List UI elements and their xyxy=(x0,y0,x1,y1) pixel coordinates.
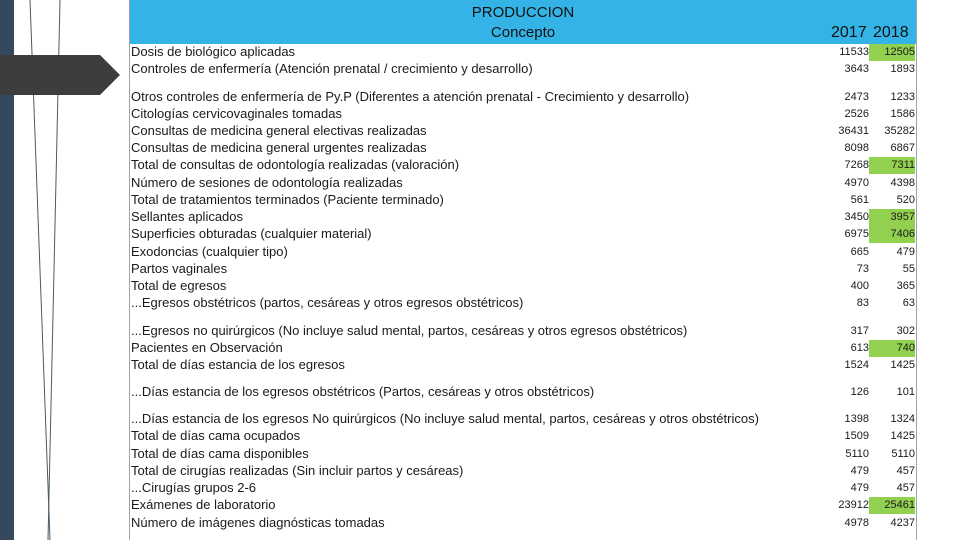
row-label: Exodoncias (cualquier tipo) xyxy=(131,244,288,259)
value-2018: 6867 xyxy=(890,142,915,154)
value-2018: 101 xyxy=(896,386,915,398)
value-2017: 11533 xyxy=(839,46,869,58)
value-2018: 63 xyxy=(902,297,915,309)
row-label: ...Cirugías grupos 2-6 xyxy=(131,480,257,495)
value-2017: 7268 xyxy=(844,159,869,171)
value-2017: 1398 xyxy=(844,413,869,425)
row-label: Número de sesiones de odontología realizadas xyxy=(131,175,403,190)
value-2018: 25461 xyxy=(869,497,915,514)
value-2018: 1324 xyxy=(890,413,915,425)
row-label: Sellantes aplicados xyxy=(131,209,244,224)
value-2018: 1425 xyxy=(890,359,915,371)
value-2017: 4970 xyxy=(844,177,869,189)
value-2018: 35282 xyxy=(884,125,915,137)
decorative-lines xyxy=(0,0,130,540)
table-left-border xyxy=(129,0,130,540)
row-label: Consultas de medicina general electivas realizadas xyxy=(131,123,427,138)
value-2018: 4398 xyxy=(890,177,915,189)
value-2017: 479 xyxy=(850,465,869,477)
row-label: Total de días estancia de los egresos xyxy=(131,357,345,372)
value-2017: 4978 xyxy=(844,517,869,529)
value-2017: 126 xyxy=(850,386,869,398)
row-label: ...Egresos obstétricos (partos, cesáreas y otros egresos obstétricos) xyxy=(131,295,524,310)
value-2018: 4237 xyxy=(890,517,915,529)
concept-header: Concepto xyxy=(490,24,556,41)
value-2018: 479 xyxy=(896,246,915,258)
row-label: Citologías cervicovaginales tomadas xyxy=(131,106,342,121)
value-2018: 520 xyxy=(896,194,915,206)
value-2017: 8098 xyxy=(844,142,869,154)
row-label: Total de tratamientos terminados (Paciente terminado) xyxy=(131,192,444,207)
row-label: Total de días cama ocupados xyxy=(131,428,301,443)
value-2017: 400 xyxy=(850,280,869,292)
value-2017: 2473 xyxy=(844,91,869,103)
row-label: Partos vaginales xyxy=(131,261,228,276)
value-2017: 665 xyxy=(850,246,869,258)
row-label: Exámenes de laboratorio xyxy=(131,497,276,512)
row-label: Dosis de biológico aplicadas xyxy=(131,44,296,59)
value-2017: 2526 xyxy=(844,108,869,120)
value-2018: 1425 xyxy=(890,430,915,442)
table-title: PRODUCCION xyxy=(471,4,575,21)
value-2017: 73 xyxy=(856,263,869,275)
row-label: Total de cirugías realizadas (Sin incluir partos y cesáreas) xyxy=(131,463,464,478)
row-label: ...Días estancia de los egresos No quirúrgicos (No incluye salud mental, partos, cesáreas y otros obstétricos) xyxy=(131,411,759,426)
row-label: Otros controles de enfermería de Py.P (Diferentes a atención prenatal - Crecimiento y desarrollo) xyxy=(131,89,690,104)
value-2018: 5110 xyxy=(891,448,915,460)
value-2018: 365 xyxy=(896,280,915,292)
row-label: Superficies obturadas (cualquier material) xyxy=(131,226,372,241)
value-2018: 740 xyxy=(869,340,915,357)
value-2018: 457 xyxy=(896,482,915,494)
row-label: Pacientes en Observación xyxy=(131,340,283,355)
year-header-2018: 2018 xyxy=(873,24,909,41)
arrow-shape xyxy=(0,55,120,95)
value-2017: 317 xyxy=(850,325,869,337)
value-2018: 7406 xyxy=(869,226,915,243)
row-label: Número de imágenes diagnósticas tomadas xyxy=(131,515,385,530)
value-2017: 613 xyxy=(850,342,869,354)
value-2018: 457 xyxy=(896,465,915,477)
row-label: ...Días estancia de los egresos obstétricos (Partos, cesáreas y otros obstétricos) xyxy=(131,384,595,399)
value-2018: 12505 xyxy=(869,44,915,61)
row-label: Consultas de medicina general urgentes realizadas xyxy=(131,140,427,155)
value-2018: 55 xyxy=(902,263,915,275)
value-2018: 302 xyxy=(896,325,915,337)
row-label: ...Egresos no quirúrgicos (No incluye salud mental, partos, cesáreas y otros egresos obstétricos) xyxy=(131,323,688,338)
value-2018: 7311 xyxy=(869,157,915,174)
value-2017: 83 xyxy=(856,297,869,309)
value-2017: 3643 xyxy=(844,63,869,75)
value-2018: 1233 xyxy=(890,91,915,103)
value-2017: 5110 xyxy=(845,448,869,460)
value-2017: 561 xyxy=(850,194,869,206)
value-2018: 3957 xyxy=(869,209,915,226)
year-header-2017: 2017 xyxy=(831,24,867,41)
row-label: Total de consultas de odontología realizadas (valoración) xyxy=(131,157,460,172)
value-2017: 1509 xyxy=(844,430,869,442)
value-2017: 23912 xyxy=(838,499,869,511)
value-2017: 3450 xyxy=(844,211,869,223)
value-2017: 36431 xyxy=(838,125,869,137)
row-label: Total de egresos xyxy=(131,278,227,293)
value-2017: 479 xyxy=(850,482,869,494)
row-label: Total de días cama disponibles xyxy=(131,446,309,461)
row-label: Controles de enfermería (Atención prenatal / crecimiento y desarrollo) xyxy=(131,61,533,76)
value-2018: 1893 xyxy=(890,63,915,75)
value-2017: 1524 xyxy=(844,359,869,371)
value-2018: 1586 xyxy=(890,108,915,120)
value-2017: 6975 xyxy=(844,228,869,240)
table-right-border xyxy=(916,0,917,540)
